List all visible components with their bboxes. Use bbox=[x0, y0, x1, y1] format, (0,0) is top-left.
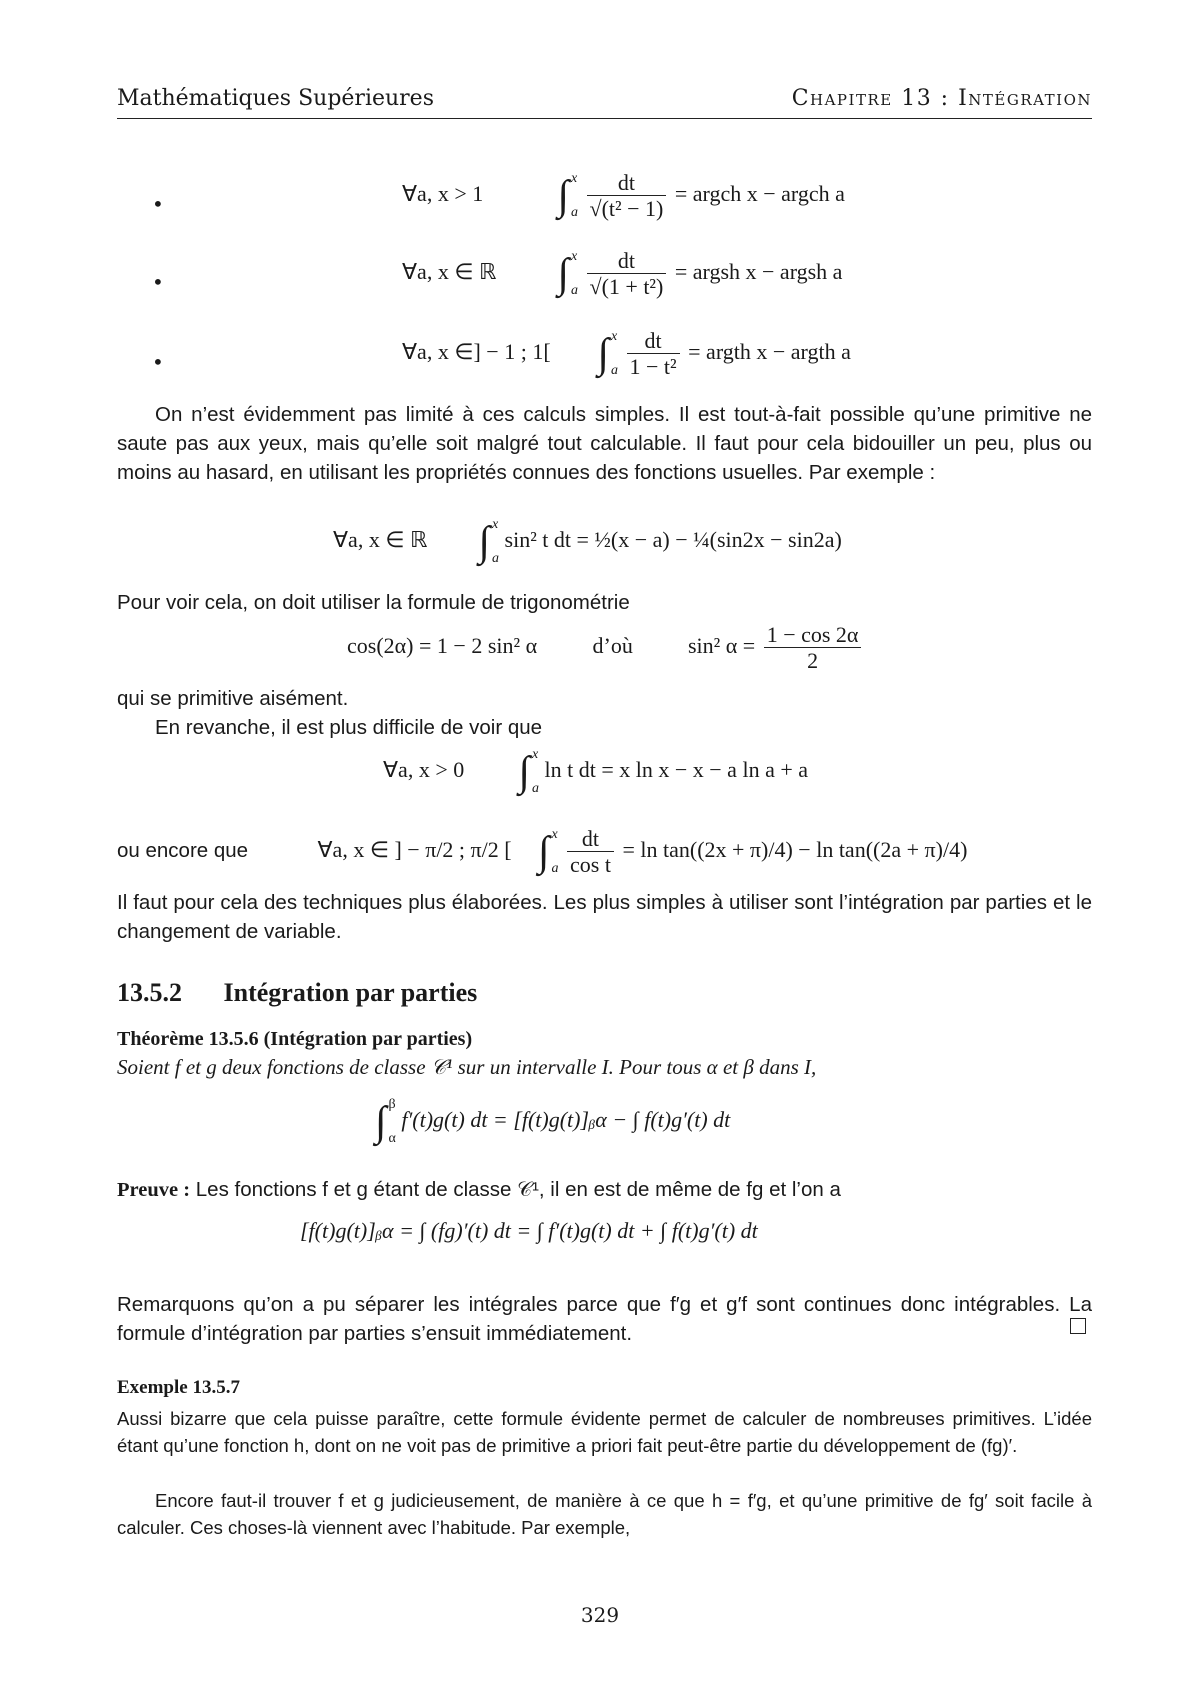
formula-sin-squared-condition: ∀a, x ∈ ℝ bbox=[333, 527, 428, 553]
formula-ipp-body: f′(t)g(t) dt = [f(t)g(t)]ᵦα − ∫ f(t)g′(t) dt bbox=[401, 1107, 731, 1133]
example-title: Exemple 13.5.7 bbox=[117, 1377, 240, 1398]
formula-ln bbox=[383, 748, 808, 796]
bullet-1: • bbox=[152, 192, 164, 216]
integral-limits: x a bbox=[611, 328, 619, 378]
bullet-2: • bbox=[152, 270, 164, 294]
paragraph-however: En revanche, il est plus difficile de voir que bbox=[155, 716, 543, 739]
proof-line bbox=[117, 1178, 841, 1202]
running-header-left: Mathématiques Supérieures bbox=[117, 86, 434, 111]
formula-argth-condition: ∀a, x ∈] − 1 ; 1[ bbox=[402, 338, 551, 364]
qed-box-icon bbox=[1070, 1318, 1086, 1334]
formula-lntan-lead: ou encore que bbox=[117, 838, 249, 862]
integral-sign: ∫ bbox=[557, 250, 570, 297]
proof-text: Les fonctions f et g étant de classe 𝒞¹, il en est de même de fg et l’on a bbox=[195, 1178, 841, 1201]
fraction: $\frac{dt}{\text{√(t² − 1)}}$ bbox=[587, 170, 667, 222]
fraction: $\frac{dt}{\text{1 − t²}}$ bbox=[627, 328, 680, 380]
formula-ipp bbox=[375, 1098, 730, 1146]
integral-sign: ∫ bbox=[597, 330, 610, 377]
section-heading bbox=[117, 978, 477, 1008]
fraction: $\frac{dt}{\text{cos t}}$ bbox=[567, 826, 614, 878]
integral-limits: β α bbox=[388, 1097, 396, 1146]
formula-argsh-condition: ∀a, x ∈ ℝ bbox=[402, 258, 497, 284]
integral-sign: ∫ bbox=[375, 1099, 387, 1145]
section-number: 13.5.2 bbox=[117, 978, 182, 1007]
formula-sin-squared bbox=[333, 518, 842, 566]
paragraph-trig: Pour voir cela, on doit utiliser la formule de trigonométrie bbox=[117, 591, 630, 614]
section-title: Intégration par parties bbox=[223, 978, 478, 1007]
formula-cos-double bbox=[347, 622, 864, 674]
integral-limits: x a bbox=[551, 826, 559, 876]
integral-limits: x a bbox=[532, 747, 540, 796]
theorem-statement: Soient f et g deux fonctions de classe 𝒞¹ sur un intervalle I. Pour tous α et β dans I, bbox=[117, 1055, 817, 1079]
integral-sign: ∫ bbox=[538, 828, 550, 875]
formula-ipp-derivation bbox=[300, 1218, 758, 1244]
example-paragraph-1: Aussi bizarre que cela puisse paraître, cette formule évidente permet de calculer de nombreuses primitives. L’idée étant qu’une fonction h, dont on ne voit pas de primitive a priori fait peut-être partie du développement de (fg)′. bbox=[117, 1408, 1092, 1456]
formula-argth bbox=[402, 328, 851, 380]
formula-lntan bbox=[117, 826, 967, 878]
running-header-right: Chapitre 13 : Intégration bbox=[791, 86, 1092, 111]
formula-ln-body: ln t dt = x ln x − x − a ln a + a bbox=[544, 757, 808, 783]
integral-sign: ∫ bbox=[478, 519, 491, 565]
integral-sign: ∫ bbox=[557, 172, 570, 219]
paragraph-intro: On n’est évidemment pas limité à ces calculs simples. Il est tout-à-fait possible qu’une primitive ne saute pas aux yeux, mais qu’elle soit malgré tout calculable. Il faut pour cela bidouiller un peu, plus ou moins au hasard, en utilisant les propriétés connues des fonctions usuelles. Par exemple : bbox=[117, 403, 1092, 484]
formula-argch-condition: ∀a, x > 1 bbox=[402, 180, 484, 206]
page-number: 329 bbox=[580, 1603, 620, 1627]
integral-limits: x a bbox=[571, 248, 579, 298]
paragraph-primitive: qui se primitive aisément. bbox=[117, 687, 349, 710]
proof-label: Preuve : bbox=[117, 1179, 191, 1201]
integral-limits: x a bbox=[571, 170, 579, 220]
formula-sin-squared-body: sin² t dt = ½(x − a) − ¼(sin2x − sin2a) bbox=[504, 527, 842, 553]
formula-argch-rhs: = argch x − argch a bbox=[674, 180, 845, 206]
fraction: $\frac{dt}{\text{√(1 + t²)}}$ bbox=[587, 248, 667, 300]
integral-sign: ∫ bbox=[518, 749, 531, 795]
formula-cos-double-mid: d’où bbox=[592, 632, 633, 658]
example-paragraph-2: Encore faut-il trouver f et g judicieusement, de manière à ce que h = f′g, et qu’une primitive de fg′ soit facile à calculer. Ces choses-là viennent avec l’habitude. Par exemple, bbox=[117, 1490, 1092, 1538]
integral-limits: x a bbox=[492, 517, 500, 566]
proof-conclusion: Remarquons qu’on a pu séparer les intégrales parce que f′g et g′f sont continues donc intégrables. La formule d’intégration par parties s’ensuit immédiatement. bbox=[117, 1293, 1092, 1345]
formula-lntan-condition: ∀a, x ∈ ] − π/2 ; π/2 [ bbox=[317, 836, 512, 862]
formula-cos-double-left: cos(2α) = 1 − 2 sin² α bbox=[347, 632, 538, 658]
formula-argch bbox=[402, 170, 845, 222]
theorem-title: Théorème 13.5.6 (Intégration par parties) bbox=[117, 1028, 473, 1050]
formula-argsh-rhs: = argsh x − argsh a bbox=[674, 258, 843, 284]
formula-argsh bbox=[402, 248, 842, 300]
formula-cos-double-lhs: sin² α = bbox=[688, 632, 756, 658]
formula-argth-rhs: = argth x − argth a bbox=[688, 338, 851, 364]
header-rule bbox=[117, 118, 1092, 119]
bullet-3: • bbox=[152, 350, 164, 374]
paragraph-techniques: Il faut pour cela des techniques plus élaborées. Les plus simples à utiliser sont l’intégration par parties et le changement de variable. bbox=[117, 891, 1092, 943]
fraction: $\frac{1 - \cos 2\alpha}{2}$ bbox=[764, 622, 862, 674]
formula-lntan-rhs: = ln tan((2x + π)/4) − ln tan((2a + π)/4) bbox=[622, 836, 968, 862]
formula-ipp-derivation-body: [f(t)g(t)]ᵦα = ∫ (fg)′(t) dt = ∫ f′(t)g(t) dt + ∫ f(t)g′(t) dt bbox=[300, 1218, 758, 1243]
formula-ln-condition: ∀a, x > 0 bbox=[383, 757, 465, 783]
